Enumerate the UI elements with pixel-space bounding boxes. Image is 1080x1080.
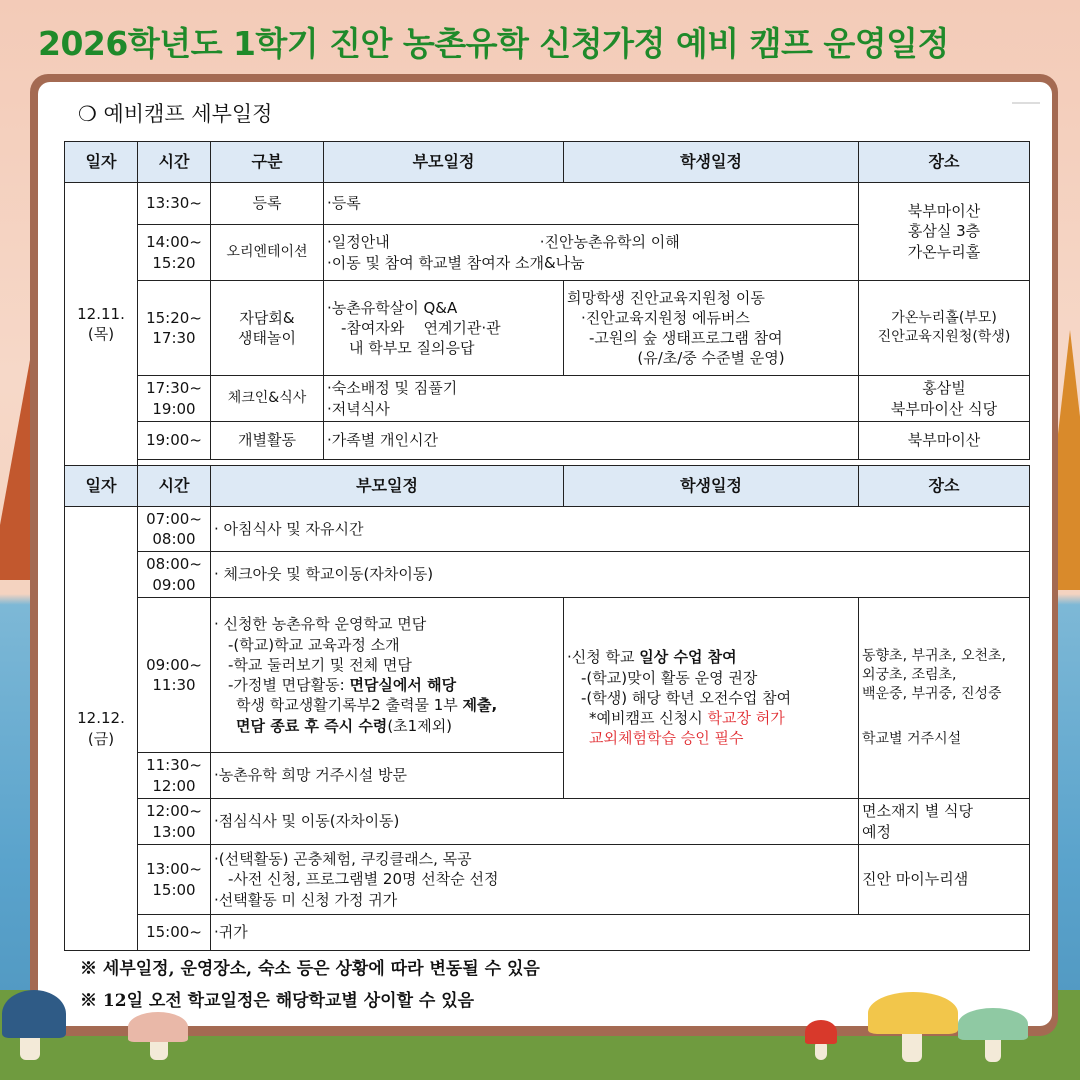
activity-line: ·이동 및 참여 학교별 참여자 소개&나눔 bbox=[327, 253, 585, 272]
table-row bbox=[65, 281, 1030, 376]
header-category: 구분 bbox=[211, 142, 324, 183]
header-date: 일자 bbox=[65, 466, 138, 507]
activity-cell: ·귀가 bbox=[211, 915, 1030, 951]
activity-line bbox=[214, 675, 560, 695]
time-cell: 11:30~ 12:00 bbox=[138, 753, 211, 799]
activity-text: ·신청 학교 bbox=[567, 648, 640, 667]
time-cell: 07:00~ 08:00 bbox=[138, 507, 211, 552]
activity-text: ·일정안내 bbox=[327, 233, 390, 252]
place-text: 동향초, 부귀초, 오천초, 외궁초, 조림초, 백운중, 부귀중, 진성중 bbox=[862, 648, 1006, 702]
activity-cell bbox=[324, 225, 859, 281]
time-cell: 13:00~ 15:00 bbox=[138, 845, 211, 915]
table-row bbox=[65, 552, 1030, 598]
parent-activity-cell bbox=[324, 281, 564, 376]
place-cell: 홍삼빌 북부마이산 식당 bbox=[859, 376, 1030, 422]
time-cell: 15:20~ 17:30 bbox=[138, 281, 211, 376]
table-row bbox=[65, 915, 1030, 951]
activity-line: ·진안교육지원청 에듀버스 bbox=[581, 308, 750, 327]
place-text: 학교별 거주시설 bbox=[862, 730, 962, 747]
activity-text-bold: 면담 종료 후 즉시 수령 bbox=[236, 716, 388, 735]
table-row bbox=[65, 598, 1030, 753]
activity-cell bbox=[211, 845, 859, 915]
activity-line: ·농촌유학살이 Q&A bbox=[327, 298, 458, 317]
table-row bbox=[65, 507, 1030, 552]
student-activity-cell bbox=[564, 598, 859, 799]
header-date: 일자 bbox=[65, 142, 138, 183]
category-cell: 자담회& 생태놀이 bbox=[211, 281, 324, 376]
date-cell-day1 bbox=[65, 183, 138, 466]
activity-line: ·저녁식사 bbox=[327, 399, 390, 418]
activity-line: ·숙소배정 및 짐풀기 bbox=[327, 379, 458, 398]
student-activity-cell bbox=[564, 281, 859, 376]
activity-cell: ·농촌유학 희망 거주시설 방문 bbox=[211, 753, 564, 799]
activity-cell: ·가족별 개인시간 bbox=[324, 422, 859, 460]
time-cell: 17:30~ 19:00 bbox=[138, 376, 211, 422]
activity-text: *예비캠프 신청시 bbox=[589, 709, 708, 728]
place-cell: 가온누리홀(부모) 진안교육지원청(학생) bbox=[859, 281, 1030, 376]
activity-cell: · 아침식사 및 자유시간 bbox=[211, 507, 1030, 552]
activity-text: 학생 학교생활기록부2 출력물 1부 bbox=[236, 696, 463, 715]
mushroom-decoration bbox=[805, 1020, 837, 1044]
time-cell: 13:30~ bbox=[138, 183, 211, 225]
table-header-row bbox=[65, 466, 1030, 507]
schedule-table bbox=[64, 141, 1030, 951]
activity-line bbox=[214, 716, 560, 736]
activity-line bbox=[214, 695, 560, 715]
time-cell: 19:00~ bbox=[138, 422, 211, 460]
activity-text: (초1제외) bbox=[387, 716, 453, 735]
activity-line: -고원의 숲 생태프로그램 참여 bbox=[589, 329, 783, 347]
time-cell: 09:00~ 11:30 bbox=[138, 598, 211, 753]
header-place: 장소 bbox=[859, 142, 1030, 183]
category-cell: 등록 bbox=[211, 183, 324, 225]
activity-text-bold: 일상 수업 참여 bbox=[639, 648, 737, 667]
mushroom-decoration bbox=[2, 990, 66, 1038]
place-cell bbox=[859, 598, 1030, 799]
table-row bbox=[65, 183, 1030, 225]
activity-line: -참여자와 연계기관·관 bbox=[341, 318, 501, 337]
activity-line: · 신청한 농촌유학 운영학교 면담 bbox=[214, 615, 427, 634]
header-student: 학생일정 bbox=[564, 142, 859, 183]
table-row bbox=[65, 845, 1030, 915]
place-cell: 북부마이산 bbox=[859, 422, 1030, 460]
activity-line: -(학교)학교 교육과정 소개 bbox=[228, 635, 400, 654]
header-parent: 부모일정 bbox=[211, 466, 564, 507]
activity-text-red: 학교장 허가 bbox=[707, 709, 785, 728]
activity-cell: ·등록 bbox=[324, 183, 859, 225]
activity-line bbox=[327, 232, 855, 252]
place-cell: 진안 마이누리샘 bbox=[859, 845, 1030, 915]
header-time: 시간 bbox=[138, 466, 211, 507]
date-cell-day2 bbox=[65, 507, 138, 951]
category-cell: 개별활동 bbox=[211, 422, 324, 460]
header-time: 시간 bbox=[138, 142, 211, 183]
table-header-row bbox=[65, 142, 1030, 183]
category-cell: 체크인&식사 bbox=[211, 376, 324, 422]
activity-line: -학교 둘러보기 및 전체 면담 bbox=[228, 655, 412, 674]
activity-line: ·(선택활동) 곤충체험, 쿠킹클래스, 목공 bbox=[214, 850, 472, 869]
activity-line: -(학교)맞이 활동 운영 권장 bbox=[581, 668, 758, 687]
header-place: 장소 bbox=[859, 466, 1030, 507]
table-row bbox=[65, 376, 1030, 422]
time-cell: 14:00~ 15:20 bbox=[138, 225, 211, 281]
activity-line: -(학생) 해당 학년 오전수업 참여 bbox=[581, 688, 792, 707]
table-row bbox=[65, 422, 1030, 460]
activity-line: ·선택활동 미 신청 가정 귀가 bbox=[214, 890, 398, 909]
activity-line bbox=[567, 647, 855, 667]
parent-activity-cell bbox=[211, 598, 564, 753]
activity-line: 희망학생 진안교육지원청 이동 bbox=[567, 288, 765, 307]
date-text: 12.12. bbox=[77, 709, 125, 728]
activity-line: -사전 신청, 프로그램별 20명 선착순 선정 bbox=[228, 870, 499, 889]
time-cell: 15:00~ bbox=[138, 915, 211, 951]
activity-line-red: 교외체험학습 승인 필수 bbox=[589, 729, 744, 748]
header-parent: 부모일정 bbox=[324, 142, 564, 183]
activity-line bbox=[567, 708, 855, 728]
header-student: 학생일정 bbox=[564, 466, 859, 507]
mushroom-decoration bbox=[868, 992, 958, 1034]
time-cell: 12:00~ 13:00 bbox=[138, 799, 211, 845]
activity-text-bold: 제출, bbox=[462, 696, 498, 715]
place-cell: 북부마이산 홍삼실 3층 가온누리홀 bbox=[859, 183, 1030, 281]
activity-text: ·진안농촌유학의 이해 bbox=[539, 233, 680, 252]
activity-cell: ·점심식사 및 이동(자차이동) bbox=[211, 799, 859, 845]
weekday-text: (금) bbox=[87, 729, 115, 748]
activity-cell: · 체크아웃 및 학교이동(자차이동) bbox=[211, 552, 1030, 598]
table-row bbox=[65, 799, 1030, 845]
activity-line: 내 학부모 질의응답 bbox=[349, 339, 475, 358]
mushroom-decoration bbox=[958, 1008, 1028, 1040]
section-title: ❍ 예비캠프 세부일정 bbox=[78, 102, 273, 126]
note-1: ※ 세부일정, 운영장소, 숙소 등은 상황에 따라 변동될 수 있음 bbox=[80, 959, 540, 979]
weekday-text: (목) bbox=[87, 325, 115, 343]
activity-line: (유/초/중 수준별 운영) bbox=[637, 349, 785, 368]
place-cell: 면소재지 별 식당 예정 bbox=[859, 799, 1030, 845]
page-title: 2026학년도 1학기 진안 농촌유학 신청가정 예비 캠프 운영일정 bbox=[38, 24, 949, 63]
activity-cell bbox=[324, 376, 859, 422]
note-2: ※ 12일 오전 학교일정은 해당학교별 상이할 수 있음 bbox=[80, 991, 475, 1011]
time-cell: 08:00~ 09:00 bbox=[138, 552, 211, 598]
date-text: 12.11. bbox=[77, 304, 125, 323]
activity-text-bold: 면담실에서 해당 bbox=[349, 676, 457, 694]
mushroom-decoration bbox=[128, 1012, 188, 1042]
activity-text: -가정별 면담활동: bbox=[228, 676, 350, 694]
divider bbox=[1012, 102, 1040, 104]
category-cell: 오리엔테이션 bbox=[211, 225, 324, 281]
